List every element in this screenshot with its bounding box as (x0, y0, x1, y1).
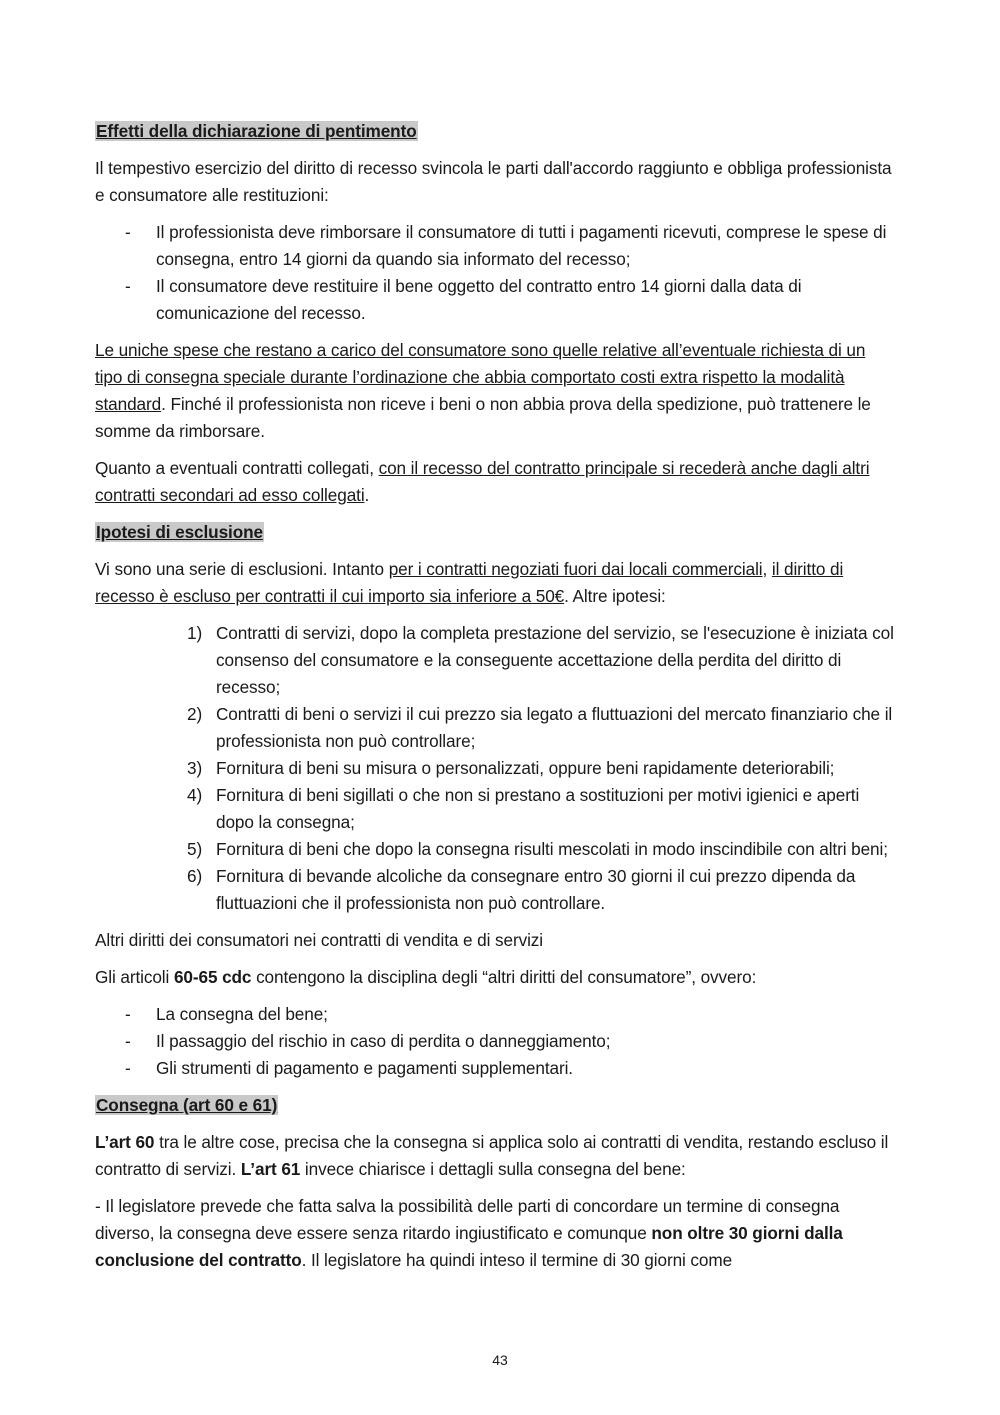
paragraph: Altri diritti dei consumatori nei contratti di vendita e di servizi (95, 930, 544, 950)
list-item: - La consegna del bene; (95, 1001, 895, 1028)
paragraph: Le uniche spese che restano a carico del consumatore sono quelle relative all’eventuale richiesta di un tipo di consegna speciale durante l’ordinazione che abbia comportato costi extra rispetto la modalità standard. Finché il professionista non riceve i beni o non abbia prova della spedizione, può trattenere le somme da rimborsare. (95, 340, 871, 441)
section-heading-consegna: Consegna (art 60 e 61) (96, 1095, 278, 1115)
paragraph: Il tempestivo esercizio del diritto di recesso svincola le parti dall'accordo raggiunto e obbliga professionista e consumatore alle restituzioni: (95, 158, 892, 205)
list-item: 4) Fornitura di beni sigillati o che non si prestano a sostituzioni per motivi igienici e aperti dopo la consegna; (187, 785, 860, 832)
list-item: 6) Fornitura di bevande alcoliche da consegnare entro 30 giorni il cui prezzo dipenda da fluttuazioni che il professionista non può controllare. (187, 866, 856, 913)
document-body (95, 118, 895, 1284)
list-item: - Il passaggio del rischio in caso di perdita o danneggiamento; (95, 1028, 895, 1055)
underlined-text: con il recesso del contratto principale si recederà anche dagli altri contratti secondari ad esso collegati (95, 458, 870, 505)
page-number: 43 (492, 1352, 508, 1368)
list-item: 3) Fornitura di beni su misura o personalizzati, oppure beni rapidamente deteriorabili; (187, 758, 835, 778)
list-item: - Il professionista deve rimborsare il consumatore di tutti i pagamenti ricevuti, comprese le spese di consegna, entro 14 giorni da quando sia informato del recesso; (95, 219, 895, 273)
dash-list-restituzioni (95, 219, 895, 327)
list-item: - Gli strumenti di pagamento e pagamenti supplementari. (95, 1055, 895, 1082)
paragraph: L’art 60 tra le altre cose, precisa che la consegna si applica solo ai contratti di vendita, restando escluso il contratto di servizi. L’art 61 invece chiarisce i dettagli sulla consegna del bene: (95, 1132, 889, 1179)
list-item: 5) Fornitura di beni che dopo la consegna risulti mescolati in modo inscindibile con altri beni; (187, 839, 888, 859)
paragraph: Vi sono una serie di esclusioni. Intanto per i contratti negoziati fuori dai locali commerciali, il diritto di recesso è escluso per contratti il cui importo sia inferiore a 50€. Altre ipotesi: (95, 559, 844, 606)
dash-list-altri-diritti (95, 1001, 895, 1082)
paragraph: Quanto a eventuali contratti collegati, con il recesso del contratto principale si recederà anche dagli altri contratti secondari ad esso collegati. (95, 458, 870, 505)
paragraph: Gli articoli 60-65 cdc contengono la disciplina degli “altri diritti del consumatore”, ovvero: (95, 967, 757, 987)
section-heading-esclusione: Ipotesi di esclusione (96, 522, 263, 542)
underlined-text: per i contratti negoziati fuori dai locali commerciali (388, 559, 763, 579)
list-item: 1) Contratti di servizi, dopo la completa prestazione del servizio, se l'esecuzione è iniziata col consenso del consumatore e la conseguente accettazione della perdita del diritto di recesso; (187, 623, 894, 697)
paragraph: - Il legislatore prevede che fatta salva la possibilità delle parti di concordare un termine di consegna diverso, la consegna deve essere senza ritardo ingiustificato e comunque non oltre 30 giorni dalla conclusione del contratto. Il legislatore ha quindi inteso il termine di 30 giorni come (95, 1196, 843, 1270)
underlined-text: il diritto di recesso è escluso per contratti il cui importo sia inferiore a 50€ (95, 559, 844, 606)
underlined-text: Le uniche spese che restano a carico del consumatore sono quelle relative all’eventuale richiesta di un tipo di consegna speciale durante l’ordinazione che abbia comportato costi extra rispetto la modalità standard (95, 340, 866, 414)
numbered-list-ipotesi (95, 620, 895, 917)
list-item: - Il consumatore deve restituire il bene oggetto del contratto entro 14 giorni dalla data di comunicazione del recesso. (95, 273, 895, 327)
section-heading-effetti: Effetti della dichiarazione di pentimento (96, 121, 417, 141)
list-item: 2) Contratti di beni o servizi il cui prezzo sia legato a fluttuazioni del mercato finanziario che il professionista non può controllare; (187, 704, 893, 751)
